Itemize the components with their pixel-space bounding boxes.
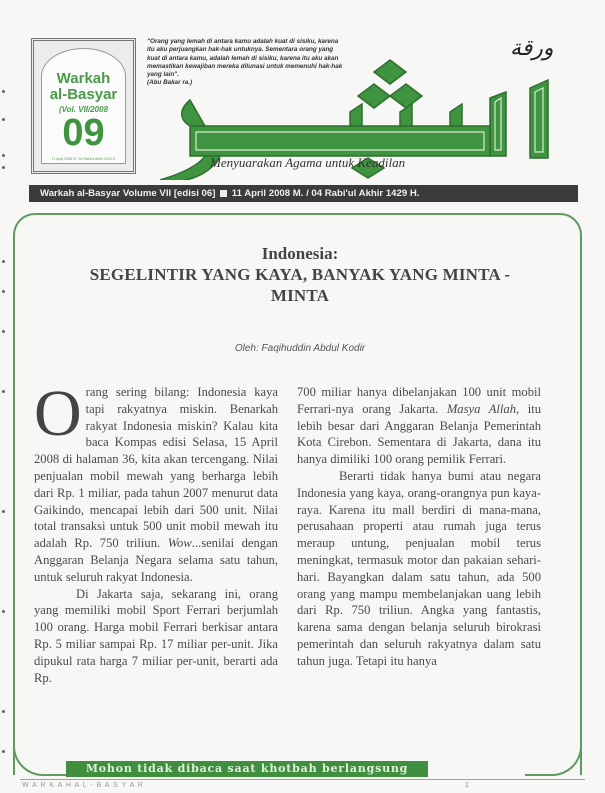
badge-title-line1: Warkah xyxy=(56,70,111,87)
paragraph xyxy=(297,384,541,468)
logo-stroke xyxy=(350,104,362,126)
issue-banner xyxy=(29,185,578,202)
quote-text: "Orang yang lemah di antara kamu adalah kuat di sisiku, karena itu aku perjuangkan hak-hak untuknya. Sementara orang yang kuat di antara kamu, adalah lemah di sisiku, karena itu aku akan memastikan kewajiban mereka dilunasi untuk memenuhi hak-hak yang lain". xyxy=(147,38,343,79)
logo-arabic-warkah: ورقة xyxy=(510,36,554,61)
article-column-left xyxy=(34,377,278,686)
italic-text: Masya Allah xyxy=(446,401,517,416)
logo-stroke xyxy=(400,104,412,126)
footer-rule xyxy=(20,779,585,780)
banner-publication: Warkah al-Basyar Volume VII [edisi 06] xyxy=(40,188,216,199)
badge-edition-number: 09 xyxy=(62,112,105,154)
paragraph-text: ...senilai dengan Anggaran Belanja Negara selama satu tahun, untuk seluruh rakyat Indonesia. xyxy=(34,536,278,584)
binder-dots xyxy=(2,90,8,770)
logo-stroke xyxy=(490,92,506,156)
paragraph-text: 700 miliar hanya dibelanjakan 100 unit mobil Ferrari-nya orang Jakarta. xyxy=(297,385,541,416)
footer-faint-text: W A R K A H A L - B A S Y A R xyxy=(22,782,144,789)
dropcap: O xyxy=(34,377,82,450)
paragraph-text: , itu lebih besar dari Anggaran Belanja Pemerintah Kota Cirebon. Sementara di Jakarta, dana itu hanya dimiliki 100 orang pemilik Ferrari. xyxy=(297,401,542,467)
paragraph: Di Jakarta saja, sekarang ini, orang yang memiliki mobil Sport Ferrari berjumlah 100 orang. Harga mobil Ferrari berkisar antara Rp. 5 miliar sampai Rp. 17 miliar per-unit. Jika dipukul rata harga 7 miliar per-unit, berarti ada Rp. xyxy=(34,586,278,685)
logo-stroke xyxy=(450,104,462,126)
logo-stroke xyxy=(190,126,490,156)
badge-date-text: 11 April 2008 M / 04 Rabi'ul Akhir 1429 H xyxy=(51,157,116,161)
headline-line1: Indonesia: xyxy=(261,244,339,263)
article-headline xyxy=(40,243,560,306)
footer-page-mark: 1 xyxy=(465,782,469,789)
logo-stroke xyxy=(182,100,205,126)
badge-title-line2: al-Basyar xyxy=(49,86,118,103)
paragraph-text: rang sering bilang: Indonesia kaya tapi rakyatnya miskin. Benarkah rakyat Indonesia miskin? Kalau kita baca Kompas edisi Selasa, 15 April 2008 di halaman 36, kita akan tercengang. Nilai penjualan mobil mewah yang berharga lebih dari Rp. 1 miliar, pada tahun 2007 menurut data Gaikindo, mencapai lebih dari 500 unit. Nilai total transaksi untuk 500 unit mobil mewah itu adalah Rp. 750 triliun. xyxy=(34,385,278,551)
logo-diamond xyxy=(374,60,406,84)
paragraph: Berarti tidak hanya bumi atau negara Indonesia yang kaya, orang-orangnya pun kaya-raya. Karena itu mall berdiri di mana-mana, perusahaan properti atau rumah juga terus meraup untung, penjualan mobil terus meningkat, termasuk motor dan pakaian sehari-hari. Bayangkan dalam satu tahun, ada 500 orang yang mampu membelanjakan uang lebih dari Rp. 750 triliun. Angka yang fantastis, karena sama dengan belanja seluruh birokrasi pemerintah dan seluruh rakyatnya dalam satu tahun juga. Tetapi itu hanya xyxy=(297,468,541,668)
logo-stroke xyxy=(530,80,548,158)
italic-text: Wow xyxy=(167,536,192,551)
logo-diamond xyxy=(358,84,390,108)
edition-badge xyxy=(31,38,136,174)
byline: Oleh: Faqihuddin Abdul Kodir xyxy=(234,343,366,354)
badge-volume: (Vol. VII/2008 xyxy=(58,105,109,114)
quote-author: (Abu Bakar ra.) xyxy=(147,79,193,87)
badge-arch-frame xyxy=(41,48,126,164)
footer-notice: Mohon tidak dibaca saat khotbah berlangsung xyxy=(66,761,428,777)
headline-line2: SEGELINTIR YANG KAYA, BANYAK YANG MINTA -MINTA xyxy=(89,265,511,305)
article-column-right xyxy=(297,384,541,670)
square-bullet-icon xyxy=(220,190,227,197)
banner-date: 11 April 2008 M. / 04 Rabi'ul Akhir 1429 H. xyxy=(231,188,420,199)
tagline: Menyuarakan Agama untuk Keadilan xyxy=(210,155,406,170)
paragraph xyxy=(34,377,278,586)
logo-diamond xyxy=(390,84,422,108)
